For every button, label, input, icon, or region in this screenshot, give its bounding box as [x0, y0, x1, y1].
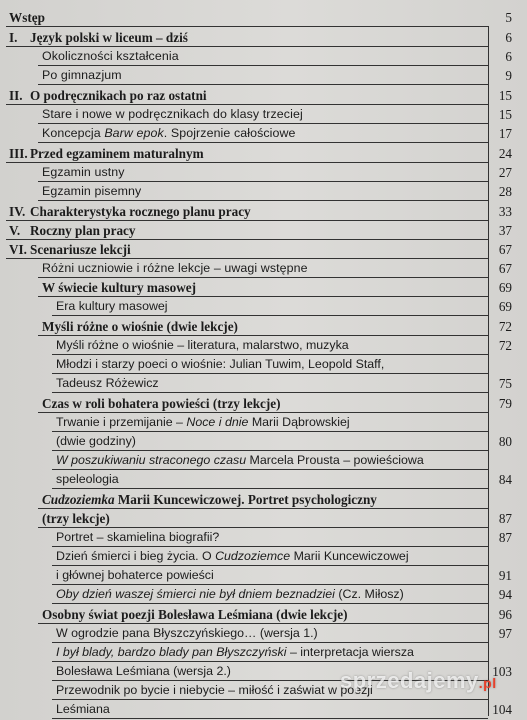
toc-entry-page: 15 — [498, 107, 512, 122]
toc-entry-title: Myśli różne o wiośnie – literatura, malarstwo, muzyka — [56, 338, 349, 352]
toc-entry-number: V. — [9, 223, 21, 238]
toc-entry-number: IV. — [9, 204, 26, 219]
toc-column-divider — [488, 26, 489, 716]
toc-rule — [52, 315, 488, 316]
toc-entry-page: 33 — [498, 204, 512, 219]
toc-entry-title: Stare i nowe w podręcznikach do klasy trzeciej — [42, 107, 303, 121]
toc-entry-title: W świecie kultury masowej — [42, 280, 196, 295]
toc-entry-page: 67 — [498, 261, 512, 276]
toc-entry-page: 79 — [498, 396, 512, 411]
toc-entry-title: Cudzoziemka Marii Kuncewiczowej. Portret psychologiczny — [42, 492, 377, 507]
toc-entry-title: Młodzi i starzy poeci o wiośnie: Julian Tuwim, Leopold Staff, — [56, 357, 385, 371]
toc-entry-page: 6 — [505, 30, 512, 45]
toc-entry-page: 87 — [498, 530, 512, 545]
toc-rule — [38, 508, 488, 509]
toc-entry-title: Roczny plan pracy — [30, 223, 136, 238]
toc-entry-title: Różni uczniowie i różne lekcje – uwagi wstępne — [42, 261, 308, 275]
toc-rule — [38, 65, 488, 66]
toc-entry-page: 27 — [498, 165, 512, 180]
toc-entry-page: 72 — [498, 319, 512, 334]
toc-rule — [52, 642, 488, 643]
toc-entry-page: 5 — [505, 10, 512, 25]
toc-entry-title: W poszukiwaniu straconego czasu Marcela Prousta – powieściowa — [56, 453, 424, 467]
toc-rule — [6, 258, 488, 259]
toc-entry-number: III. — [9, 146, 28, 161]
toc-entry-title: (trzy lekcje) — [42, 511, 110, 526]
toc-entry-title: Okoliczności kształcenia — [42, 49, 179, 63]
toc-entry-title: Leśmiana — [56, 702, 110, 716]
toc-rule — [52, 546, 488, 547]
toc-rule — [38, 181, 488, 182]
toc-entry-number: I. — [9, 30, 18, 45]
toc-rule — [52, 392, 488, 393]
toc-rule — [52, 373, 488, 374]
toc-entry-title: O podręcznikach po raz ostatni — [30, 88, 207, 103]
toc-rule — [6, 26, 488, 27]
toc-entry-page: 17 — [498, 126, 512, 141]
toc-entry-page: 15 — [498, 88, 512, 103]
toc-entry-title: I był blady, bardzo blady pan Błyszczyński – interpretacja wiersza — [56, 645, 414, 659]
toc-rule — [6, 162, 488, 163]
toc-entry-page: 97 — [498, 626, 512, 641]
toc-rule — [52, 718, 488, 719]
toc-entry-title: Koncepcja Barw epok. Spojrzenie całościowe — [42, 126, 296, 140]
toc-entry-title: Trwanie i przemijanie – Noce i dnie Marii Dąbrowskiej — [56, 415, 350, 429]
watermark-brand: sprzedajemy — [340, 668, 479, 693]
toc-rule — [52, 565, 488, 566]
toc-entry-title: Dzień śmierci i bieg życia. O Cudzoziemce Marii Kuncewiczowej — [56, 549, 409, 563]
toc-entry-title: Osobny świat poezji Bolesława Leśmiana (dwie lekcje) — [42, 607, 348, 622]
toc-rule — [6, 239, 488, 240]
toc-entry-page: 91 — [498, 568, 512, 583]
toc-rule — [52, 431, 488, 432]
toc-rule — [38, 277, 488, 278]
toc-rule — [38, 84, 488, 85]
toc-entry-page: 96 — [498, 607, 512, 622]
toc-entry-title: Myśli różne o wiośnie (dwie lekcje) — [42, 319, 238, 334]
toc-rule — [38, 527, 488, 528]
toc-entry-title: Przed egzaminem maturalnym — [30, 146, 204, 161]
toc-entry-page: 28 — [498, 184, 512, 199]
toc-entry-title: Język polski w liceum – dziś — [30, 30, 188, 45]
toc-rule — [38, 123, 488, 124]
toc-entry-page: 24 — [498, 146, 512, 161]
toc-rule — [6, 104, 488, 105]
toc-rule — [52, 584, 488, 585]
toc-entry-page: 80 — [498, 434, 512, 449]
toc-rule — [52, 354, 488, 355]
watermark — [340, 668, 497, 694]
toc-entry-page: 69 — [498, 299, 512, 314]
toc-entry-title: Wstęp — [9, 10, 45, 25]
toc-rule — [38, 200, 488, 201]
toc-entry-title: Egzamin ustny — [42, 165, 125, 179]
toc-entry-page: 75 — [498, 376, 512, 391]
toc-rule — [52, 661, 488, 662]
toc-entry-page: 84 — [498, 472, 512, 487]
toc-entry-title: Oby dzień waszej śmierci nie był dniem beznadziei (Cz. Miłosz) — [56, 587, 404, 601]
toc-entry-title: i głównej bohaterce powieści — [56, 568, 214, 582]
toc-entry-title: speleologia — [56, 472, 119, 486]
toc-entry-title: Era kultury masowej — [56, 299, 168, 313]
toc-entry-title: Egzamin pisemny — [42, 184, 142, 198]
toc-rule — [52, 469, 488, 470]
toc-entry-title: Po gimnazjum — [42, 68, 122, 82]
toc-rule — [52, 699, 488, 700]
toc-entry-title: (dwie godziny) — [56, 434, 136, 448]
toc-entry-page: 103 — [492, 664, 512, 679]
toc-entry-page: 94 — [498, 587, 512, 602]
toc-entry-title: Portret – skamielina biografii? — [56, 530, 220, 544]
toc-entry-title: W ogrodzie pana Błyszczyńskiego… (wersja 1.) — [56, 626, 318, 640]
toc-rule — [52, 488, 488, 489]
toc-entry-title: Scenariusze lekcji — [30, 242, 131, 257]
toc-entry-title: Czas w roli bohatera powieści (trzy lekcje) — [42, 396, 281, 411]
toc-rule — [52, 603, 488, 604]
toc-entry-page: 67 — [498, 242, 512, 257]
toc-rule — [38, 296, 488, 297]
toc-entry-title: Charakterystyka rocznego planu pracy — [30, 204, 251, 219]
toc-rule — [38, 623, 488, 624]
toc-entry-title: Bolesława Leśmiana (wersja 2.) — [56, 664, 231, 678]
toc-entry-number: VI. — [9, 242, 27, 257]
toc-entry-title: Tadeusz Różewicz — [56, 376, 159, 390]
toc-entry-page: 9 — [505, 68, 512, 83]
toc-entry-page: 6 — [505, 49, 512, 64]
toc-rule — [52, 450, 488, 451]
toc-rule — [38, 412, 488, 413]
toc-rule — [38, 142, 488, 143]
toc-rule — [38, 335, 488, 336]
toc-entry-number: II. — [9, 88, 23, 103]
toc-entry-page: 37 — [498, 223, 512, 238]
toc-entry-page: 72 — [498, 338, 512, 353]
toc-entry-page: 69 — [498, 280, 512, 295]
toc-rule — [6, 220, 488, 221]
toc-rule — [6, 46, 488, 47]
toc-entry-page: 87 — [498, 511, 512, 526]
toc-entry-title: Przewodnik po bycie i niebycie – miłość i zaświat w poezji — [56, 683, 373, 697]
watermark-tld: .pl — [478, 675, 497, 691]
toc-entry-page: 104 — [492, 702, 512, 717]
